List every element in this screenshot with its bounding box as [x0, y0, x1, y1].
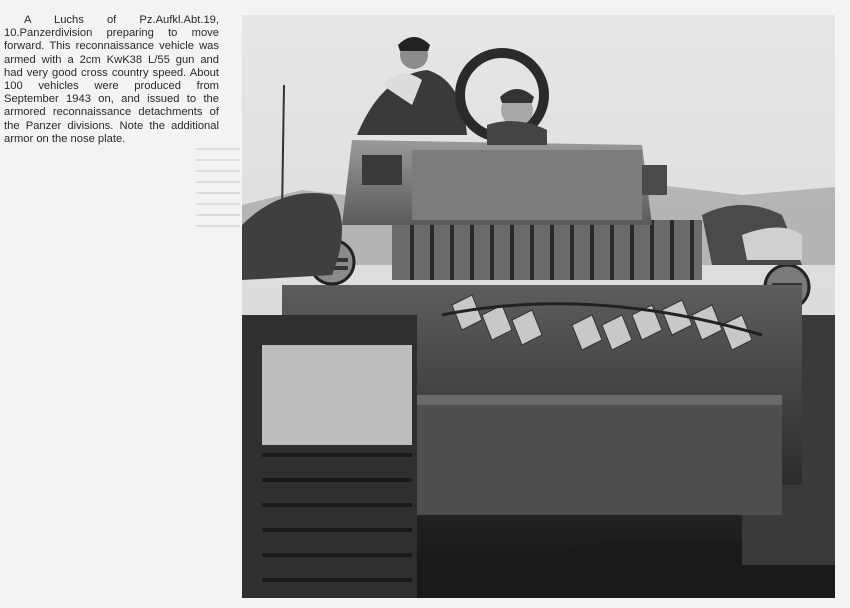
bleed-through-text	[196, 148, 240, 248]
luchs-tank-illustration	[242, 15, 835, 598]
left-track-snow	[262, 345, 412, 445]
nose-plate	[412, 395, 782, 515]
tank-photograph	[242, 15, 835, 598]
photo-caption	[4, 14, 219, 146]
gun-mantlet	[642, 165, 667, 195]
engine-grille	[392, 220, 702, 280]
caption-text: A Luchs of Pz.Aufkl.Abt.19, 10.Panzerdivision preparing to move forward. This reconnaissance vehicle was armed with a 2cm KwK38 L/55 gun and had very good cross country speed. About 100 vehicles were produced from September 1943 on, and issued to the armored reconnaissance detachments of the Panzer divisions. Note the additional armor on the nose plate.	[4, 14, 219, 145]
